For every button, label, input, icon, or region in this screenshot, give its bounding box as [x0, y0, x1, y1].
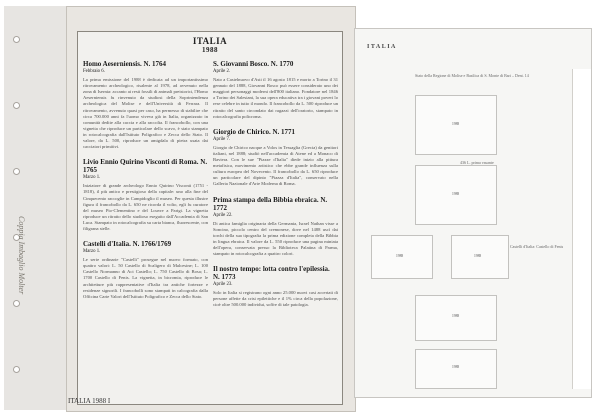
header-note: Stato della Regione di Molise e Basilica di S. Monte di Bari – Dent. 14	[415, 73, 529, 78]
footer-label: ITALIA 1988 I	[68, 397, 111, 405]
slot-year: 1988	[474, 254, 482, 258]
entry-title: Giorgio de Chirico. N. 1771	[213, 127, 296, 136]
entry-date: Aprile 23.	[213, 282, 233, 288]
stamp-slot	[371, 235, 433, 279]
page-stack-edge	[572, 69, 591, 389]
entry-title: Prima stampa della Bibbia ebraica. N. 1772	[213, 195, 328, 212]
entry-date: Aprile 7.	[213, 136, 231, 142]
stamp-slot	[415, 295, 497, 341]
slot-year: 1988	[452, 122, 460, 126]
punch-hole	[13, 366, 20, 373]
page-header: ITALIA	[367, 44, 397, 50]
entry	[83, 60, 208, 150]
punch-hole	[13, 36, 20, 43]
entry	[213, 60, 338, 120]
left-column	[83, 60, 208, 308]
entry	[213, 196, 338, 258]
entry-date: Aprile 2.	[213, 69, 231, 74]
entry-text: Le serie ordinarie "Castelli" prosegue nel nuovo formato, con quattro valori: L. 50 Castello di Scaligero di Malcesine; L. 100 Castello Normanno di Aci Castello; L. 750 Castello di Bosa; L. 1700 Castello di Fenis. La vignetta, in bicromia, riproduce le architetture più rappresentative d'Italia tra antiche fortezze e residenze signorili. I francobolli sono stampati in calcografia dalla Officina Carte Valori dell'Istituto Poligrafico e Zecca dello Stato.	[83, 257, 208, 299]
stamp-slot	[415, 349, 497, 389]
right-album-page	[354, 28, 592, 398]
entry-title: S. Giovanni Bosco. N. 1770	[213, 60, 294, 68]
entry-title: Livio Ennio Quirino Visconti di Roma. N. 1765	[83, 158, 208, 175]
entry	[213, 128, 338, 188]
entry	[213, 265, 338, 308]
entry-title: Castelli d'Italia. N. 1766/1769	[83, 240, 172, 249]
left-album-page	[4, 6, 67, 410]
entry-text: Iniziatore di grande archeologo Ennio Quirino Visconti (1751 - 1818), il più antico e prestigioso della capitale: uno alla fine del Cinquecento raccoglie in Campidoglio il museo. Per questa illustre figura il francobollo da L. 650 ne ricorda il volto, egli fu curatore del museo Pio-Clementino e del Louvre a Parigi. La vignetta riproduce un ritratto dello studioso eseguito dall'Accademia di San Luca. Stampato in rotocalcografia su carta bianca, fluorescente, con filigrana stelle.	[83, 183, 208, 231]
entry-date: Marzo 1.	[83, 175, 101, 181]
entry-date: Febbraio 6.	[83, 69, 105, 74]
entry-text: Solo in Italia si registrano ogni anno 25.000 nuovi casi accertati di persone affette da crisi epilettiche e il 1% circa della popolazione, cioè oltre 500.000 individui, soffre di tale patologia.	[213, 290, 338, 308]
punch-hole	[13, 300, 20, 307]
side-mark: Coppia Imbaglio Molter	[17, 216, 26, 295]
info-sheet	[66, 6, 356, 412]
stamp-slot	[451, 235, 564, 279]
stamp-slot	[415, 95, 497, 165]
info-frame	[77, 31, 343, 405]
slot-year: 1988	[452, 365, 460, 369]
entry	[83, 158, 208, 232]
entry-text: La prima emissione del 1988 è dedicata ad un importantissimo ritrovamento archeologico, risalente al 1978, ad avvenuto nella zona di Isernia: accanto ai resti fossili di animali preistorici, l'Homo Aeserniensis fu rinvenuto da studiosi della Soprintendenza archeologica del Molise e dell'Università di Ferrara. Il ritrovamento, avvenuto quasi per caso, ha permesso di stabilire che circa 700.000 anni fa l'uomo viveva già in Italia, organizzato in comunità dedite alla caccia e alla raccolta. Il francobollo, con una vignetta che riproduce un particolare dello scavo, è stato stampato in rotocalcografia dall'Istituto Poligrafico e Zecca dello Stato. Il valore, da L. 500, riproduce un amigdala di pietra usata dai cacciatori primitivi.	[83, 77, 208, 150]
stamp-slot	[415, 165, 497, 225]
slot-caption: 436 L. prima vasante	[460, 160, 494, 165]
slot-year: 1988	[452, 192, 460, 196]
entry-title: Il nostro tempo: lotta contro l'epilessia. N. 1773	[213, 265, 330, 282]
entry-text: Nato a Castelnuovo d'Asti il 16 agosto 1815 e morto a Torino il 31 gennaio del 1888, Giovanni Bosco può essere considerato uno dei maggiori personaggi moderni dell'800 italiano. Fondatore nel 1846 a Torino dei Salesiani, la sua opera educativa tra i giovani poveri lo rese celebre in tutto il mondo. Il francobollo da L. 500 riproduce un ritratto del santo circondato dai ragazzi dell'oratorio, stampato in rotocalcografia policroma.	[213, 77, 338, 119]
entry-text: Giorgio de Chirico nacque a Volos in Tessaglia (Grecia) da genitori italiani, nel 1888; studiò nell'accademia di Atene ed a Monaco di Baviera. Con le sue "Piazze d'Italia" diede inizio alla pittura metafisica, movimento artistico che ebbe grande influenza sulla cultura europea del Novecento. Il francobollo da L. 650 riproduce un particolare del dipinto "Piazza d'Italia", conservato nella Galleria Nazionale d'Arte Moderna di Roma.	[213, 144, 338, 187]
entry-title: Homo Aeserniensis. N. 1764	[83, 60, 167, 68]
punch-hole	[13, 102, 20, 109]
sheet-year: 1988	[202, 46, 218, 54]
right-column	[213, 60, 338, 313]
slot-year: 1988	[452, 314, 460, 318]
punch-hole	[13, 168, 20, 175]
entry-date: Aprile 22.	[213, 212, 233, 218]
slot-year: 1988	[396, 254, 404, 258]
entry-text: Di antica famiglia originaria della Germania, Israel Nathan visse a Soncino, piccolo centro del cremonese, dove nel 1488 uscì dai torchi della sua tipografia la prima edizione completa della Bibbia in lingua ebraica. Il valore da L. 550 riproduce una pagina miniata dell'opera, conservata presso la Biblioteca Palatina di Parma, stampato in rotocalcografia a quattro colori.	[213, 220, 338, 257]
sheet-title: ITALIA	[192, 36, 228, 46]
slot-caption: Castelli d'Italia: Castello di Fenis	[510, 244, 564, 249]
entry	[83, 240, 208, 300]
entry-date: Marzo 1.	[83, 249, 101, 255]
